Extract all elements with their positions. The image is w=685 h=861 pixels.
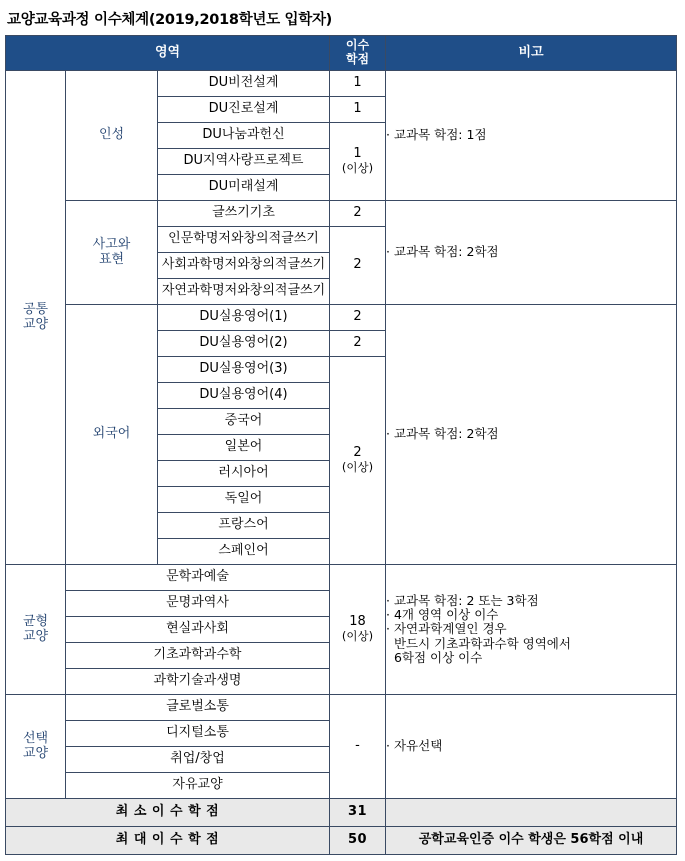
credit-cell: 1 bbox=[330, 97, 386, 123]
course-item: DU실용영어(1) bbox=[158, 305, 330, 331]
note-line: · 4개 영역 이상 이수 bbox=[386, 606, 499, 622]
total-max-label: 최 대 이 수 학 점 bbox=[6, 827, 330, 855]
table-body bbox=[6, 71, 677, 855]
category-common-line1: 공통 bbox=[22, 301, 49, 317]
course-item: 중국어 bbox=[158, 409, 330, 435]
table-row bbox=[6, 201, 677, 227]
note-line: · 교과목 학점: 2학점 bbox=[386, 244, 499, 260]
course-item: 디지털소통 bbox=[66, 721, 330, 747]
credit-cell: 2 bbox=[330, 331, 386, 357]
course-item: 프랑스어 bbox=[158, 513, 330, 539]
credit-cell bbox=[330, 357, 386, 565]
credit-cell: 2 bbox=[330, 227, 386, 305]
course-item: 인문학명저와창의적글쓰기 bbox=[158, 227, 330, 253]
credit-cell: 1 bbox=[330, 71, 386, 97]
course-item: 문명과역사 bbox=[66, 591, 330, 617]
total-min-label: 최 소 이 수 학 점 bbox=[6, 799, 330, 827]
credit-value: 18 bbox=[349, 614, 366, 630]
course-item: 취업/창업 bbox=[66, 747, 330, 773]
total-max-note: 공학교육인증 이수 학생은 56학점 이내 bbox=[386, 827, 677, 855]
table-row bbox=[6, 305, 677, 331]
header-credit-line2: 학점 bbox=[345, 52, 370, 66]
total-min-note bbox=[386, 799, 677, 827]
course-item: DU실용영어(3) bbox=[158, 357, 330, 383]
table-row-total-max bbox=[6, 827, 677, 855]
course-item: 자유교양 bbox=[66, 773, 330, 799]
category-balanced-line2: 교양 bbox=[22, 628, 49, 644]
category-balanced-line1: 균형 bbox=[22, 613, 49, 629]
course-item: 글쓰기기초 bbox=[158, 201, 330, 227]
credit-cell bbox=[330, 123, 386, 201]
credit-sub: (이상) bbox=[341, 460, 374, 475]
header-credit bbox=[330, 36, 386, 71]
course-item: 문학과예술 bbox=[66, 565, 330, 591]
table-row bbox=[6, 71, 677, 97]
note-cell bbox=[386, 201, 677, 305]
note-line: 6학점 이상 이수 bbox=[386, 650, 483, 666]
course-item: DU미래설계 bbox=[158, 175, 330, 201]
course-item: DU실용영어(2) bbox=[158, 331, 330, 357]
group-foreign-language: 외국어 bbox=[66, 305, 158, 565]
course-item: 글로벌소통 bbox=[66, 695, 330, 721]
note-line: · 자연과학계열인 경우 bbox=[386, 621, 507, 637]
course-item: DU비전설계 bbox=[158, 71, 330, 97]
note-line: · 자유선택 bbox=[386, 738, 443, 754]
category-common bbox=[6, 71, 66, 565]
credit-cell: - bbox=[330, 695, 386, 799]
category-common-line2: 교양 bbox=[22, 316, 49, 332]
course-item: 러시아어 bbox=[158, 461, 330, 487]
course-item: 독일어 bbox=[158, 487, 330, 513]
course-item: 사회과학명저와창의적글쓰기 bbox=[158, 253, 330, 279]
category-elective bbox=[6, 695, 66, 799]
course-item: 과학기술과생명 bbox=[66, 669, 330, 695]
category-balanced bbox=[6, 565, 66, 695]
total-min-credit: 31 bbox=[330, 799, 386, 827]
table-row-total-min bbox=[6, 799, 677, 827]
course-item: 기초과학과수학 bbox=[66, 643, 330, 669]
credit-cell bbox=[330, 565, 386, 695]
group-thinking-expression bbox=[66, 201, 158, 305]
course-item: DU지역사랑프로젝트 bbox=[158, 149, 330, 175]
group-line2: 표현 bbox=[98, 251, 125, 267]
credit-value: 1 bbox=[353, 146, 362, 162]
category-elective-line2: 교양 bbox=[22, 745, 49, 761]
group-insung: 인성 bbox=[66, 71, 158, 201]
note-line: 반드시 기초과학과수학 영역에서 bbox=[386, 635, 571, 651]
header-area: 영역 bbox=[6, 36, 330, 71]
curriculum-table bbox=[5, 35, 677, 855]
page-title: 교양교육과정 이수체계(2019,2018학년도 입학자) bbox=[7, 12, 332, 28]
credit-value: 2 bbox=[353, 445, 362, 461]
course-item: 스페인어 bbox=[158, 539, 330, 565]
note-line: · 교과목 학점: 1점 bbox=[386, 127, 487, 143]
table-row bbox=[6, 565, 677, 591]
note-cell bbox=[386, 565, 677, 695]
header-credit-line1: 이수 bbox=[345, 38, 370, 53]
note-cell bbox=[386, 305, 677, 565]
credit-cell: 2 bbox=[330, 201, 386, 227]
course-item: DU실용영어(4) bbox=[158, 383, 330, 409]
note-cell bbox=[386, 71, 677, 201]
note-line: · 교과목 학점: 2학점 bbox=[386, 426, 499, 442]
table-row bbox=[6, 695, 677, 721]
header-note: 비고 bbox=[386, 36, 677, 71]
credit-cell: 2 bbox=[330, 305, 386, 331]
course-item: 자연과학명저와창의적글쓰기 bbox=[158, 279, 330, 305]
credit-sub: (이상) bbox=[341, 629, 374, 644]
group-line1: 사고와 bbox=[92, 236, 131, 252]
course-item: DU나눔과헌신 bbox=[158, 123, 330, 149]
credit-sub: (이상) bbox=[341, 161, 374, 176]
course-item: 일본어 bbox=[158, 435, 330, 461]
course-item: DU진로설계 bbox=[158, 97, 330, 123]
note-line: · 교과목 학점: 2 또는 3학점 bbox=[386, 592, 539, 608]
category-elective-line1: 선택 bbox=[22, 730, 49, 746]
note-cell bbox=[386, 695, 677, 799]
course-item: 현실과사회 bbox=[66, 617, 330, 643]
table-header bbox=[6, 36, 677, 71]
total-max-credit: 50 bbox=[330, 827, 386, 855]
